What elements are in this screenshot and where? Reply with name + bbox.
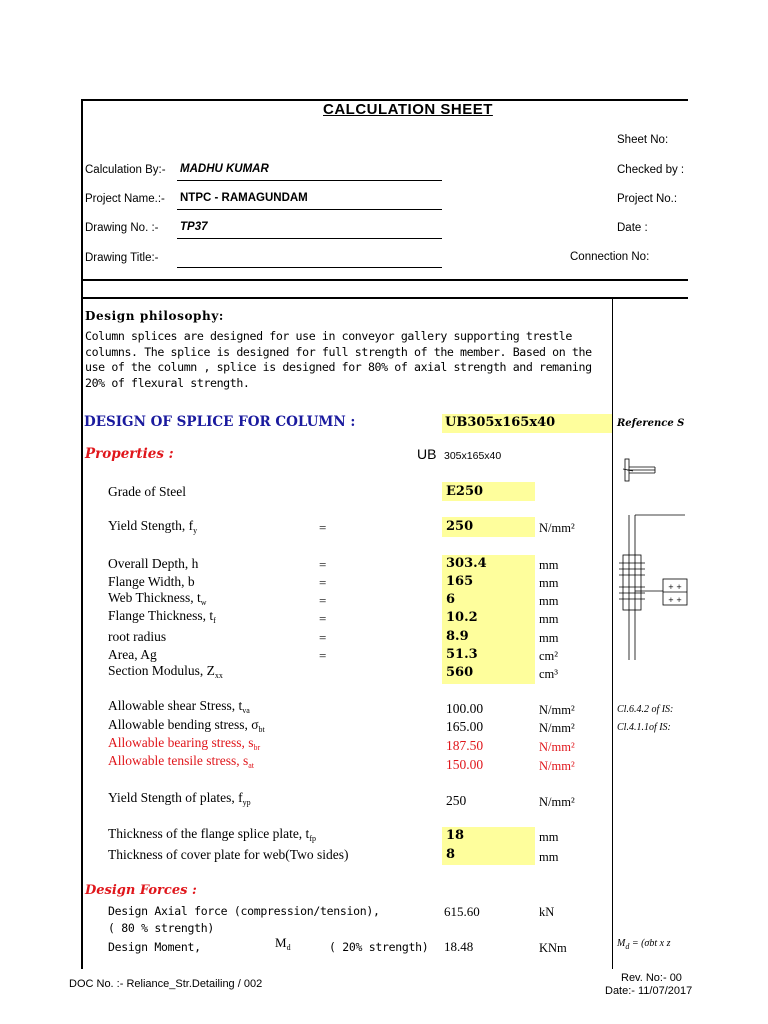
- sbt-ref: Cl.4.1.1of IS:: [617, 722, 671, 733]
- project-name-underline: [177, 209, 442, 210]
- r-value: 8.9: [446, 629, 469, 644]
- tfp-unit: mm: [539, 830, 559, 844]
- drawing-title-underline: [177, 267, 442, 268]
- ag-value: 51.3: [446, 647, 478, 662]
- design-heading: DESIGN OF SPLICE FOR COLUMN :: [84, 414, 356, 430]
- prop-section: 305x165x40: [444, 450, 502, 462]
- tva-ref: Cl.6.4.2 of IS:: [617, 704, 674, 715]
- revision-number: Rev. No:- 00: [621, 972, 682, 984]
- fyp-unit: N/mm²: [539, 795, 575, 809]
- tf-eq: =: [319, 611, 327, 626]
- sat-unit: N/mm²: [539, 759, 575, 773]
- sheet-no-label: Sheet No:: [617, 134, 669, 146]
- moment-value: 18.48: [444, 939, 474, 954]
- forces-heading: Design Forces :: [85, 883, 197, 898]
- calc-by-label: Calculation By:-: [85, 164, 166, 176]
- reference-column-divider: [612, 299, 613, 969]
- tw-unit: mm: [539, 594, 559, 608]
- sheet-left-border: [81, 99, 83, 969]
- ag-eq: =: [319, 648, 327, 663]
- project-no-label: Project No.:: [617, 193, 678, 205]
- moment-note: ( 20% strength): [329, 940, 429, 954]
- calc-by-underline: [177, 180, 442, 181]
- tw-label: Web Thickness, $t_w$: [108, 590, 207, 607]
- philosophy-line-1: Column splices are designed for use in conveyor gallery supporting trestle: [85, 329, 572, 343]
- checked-by-label: Checked by :: [617, 164, 685, 176]
- tf-label: Flange Thickness, $t_f$: [108, 608, 216, 625]
- calc-by-value: MADHU KUMAR: [180, 163, 269, 175]
- tw-eq: =: [319, 593, 327, 608]
- sbt-label: Allowable bending stress, $\sigma_{bt}$: [108, 717, 265, 734]
- zxx-value: 560: [446, 665, 474, 680]
- h-value: 303.4: [446, 556, 487, 571]
- sat-label: Allowable tensile stress, $s_{at}$: [108, 753, 255, 770]
- svg-text:+ +: + +: [668, 583, 682, 591]
- tcw-value: 8: [446, 847, 456, 862]
- moment-symbol: $M_d$: [275, 935, 291, 952]
- connection-no-label: Connection No:: [570, 251, 650, 263]
- philosophy-heading: Design philosophy:: [85, 309, 224, 323]
- moment-ref: $M_d = (\sigma bt$ x z: [617, 938, 671, 951]
- zxx-label: Section Modulus, $Z_{xx}$: [108, 663, 223, 680]
- sbt-unit: N/mm²: [539, 721, 575, 735]
- sat-value: 150.00: [446, 757, 484, 772]
- properties-heading: Properties :: [85, 446, 174, 462]
- tva-value: 100.00: [446, 701, 484, 716]
- h-eq: =: [319, 557, 327, 572]
- page-title: CALCULATION SHEET: [323, 101, 493, 118]
- section-value: UB305x165x40: [445, 415, 556, 430]
- moment-label: Design Moment,: [108, 940, 201, 954]
- sbr-value: 187.50: [446, 738, 484, 753]
- grade-value: E250: [446, 484, 484, 499]
- doc-number: DOC No. :- Reliance_Str.Detailing / 002: [69, 978, 263, 990]
- drawing-title-label: Drawing Title:-: [85, 252, 159, 264]
- r-eq: =: [319, 630, 327, 645]
- b-eq: =: [319, 575, 327, 590]
- h-unit: mm: [539, 558, 559, 572]
- tcw-unit: mm: [539, 850, 559, 864]
- axial-label: Design Axial force (compression/tension),: [108, 904, 380, 918]
- axial-value: 615.60: [444, 904, 480, 919]
- fy-eq: =: [319, 520, 327, 535]
- grade-label: Grade of Steel: [108, 484, 186, 499]
- fy-label: Yield Stength, $f_y$: [108, 518, 198, 535]
- tcw-label: Thickness of cover plate for web(Two sides): [108, 847, 349, 862]
- philosophy-line-3: use of the column , splice is designed for 80% of axial strength and remaning: [85, 360, 592, 374]
- sbt-value: 165.00: [446, 719, 484, 734]
- sbr-label: Allowable bearing stress, $s_{br}$: [108, 735, 261, 752]
- prop-prefix: UB: [417, 446, 437, 462]
- header-divider-1: [81, 279, 688, 281]
- ag-unit: cm²: [539, 649, 559, 663]
- footer-date: Date:- 11/07/2017: [605, 985, 693, 997]
- project-name-value: NTPC - RAMAGUNDAM: [180, 192, 308, 204]
- r-unit: mm: [539, 631, 559, 645]
- ag-label: Area, Ag: [108, 647, 157, 662]
- tfp-value: 18: [446, 828, 465, 843]
- drawing-no-label: Drawing No. :-: [85, 222, 159, 234]
- fyp-label: Yield Stength of plates, $f_{yp}$: [108, 790, 251, 807]
- tf-unit: mm: [539, 612, 559, 626]
- tva-label: Allowable shear Stress, $t_{va}$: [108, 698, 250, 715]
- tf-value: 10.2: [446, 610, 478, 625]
- fy-value: 250: [446, 519, 474, 534]
- date-label: Date :: [617, 222, 648, 234]
- tw-value: 6: [446, 592, 456, 607]
- axial-note: ( 80 % strength): [108, 921, 214, 935]
- reference-heading: Reference S: [617, 418, 685, 429]
- header-divider-2: [81, 297, 688, 299]
- tfp-label: Thickness of the flange splice plate, $t_{fp}$: [108, 826, 316, 843]
- b-value: 165: [446, 574, 474, 589]
- b-unit: mm: [539, 576, 559, 590]
- splice-sketch: [615, 445, 688, 695]
- b-label: Flange Width, b: [108, 574, 195, 589]
- sbr-unit: N/mm²: [539, 740, 575, 754]
- zxx-unit: cm³: [539, 667, 559, 681]
- project-name-label: Project Name.:-: [85, 193, 165, 205]
- drawing-no-underline: [177, 238, 442, 239]
- philosophy-line-4: 20% of flexural strength.: [85, 375, 250, 390]
- drawing-no-value: TP37: [180, 221, 208, 233]
- fy-unit: N/mm²: [539, 521, 575, 535]
- philosophy-line-2: columns. The splice is designed for full strength of the member. Based on the: [85, 344, 592, 359]
- tva-unit: N/mm²: [539, 703, 575, 717]
- moment-unit: KNm: [539, 941, 567, 955]
- h-label: Overall Depth, h: [108, 556, 199, 571]
- svg-text:+ +: + +: [668, 596, 682, 604]
- axial-unit: kN: [539, 905, 555, 919]
- fyp-value: 250: [446, 793, 467, 808]
- r-label: root radius: [108, 629, 167, 644]
